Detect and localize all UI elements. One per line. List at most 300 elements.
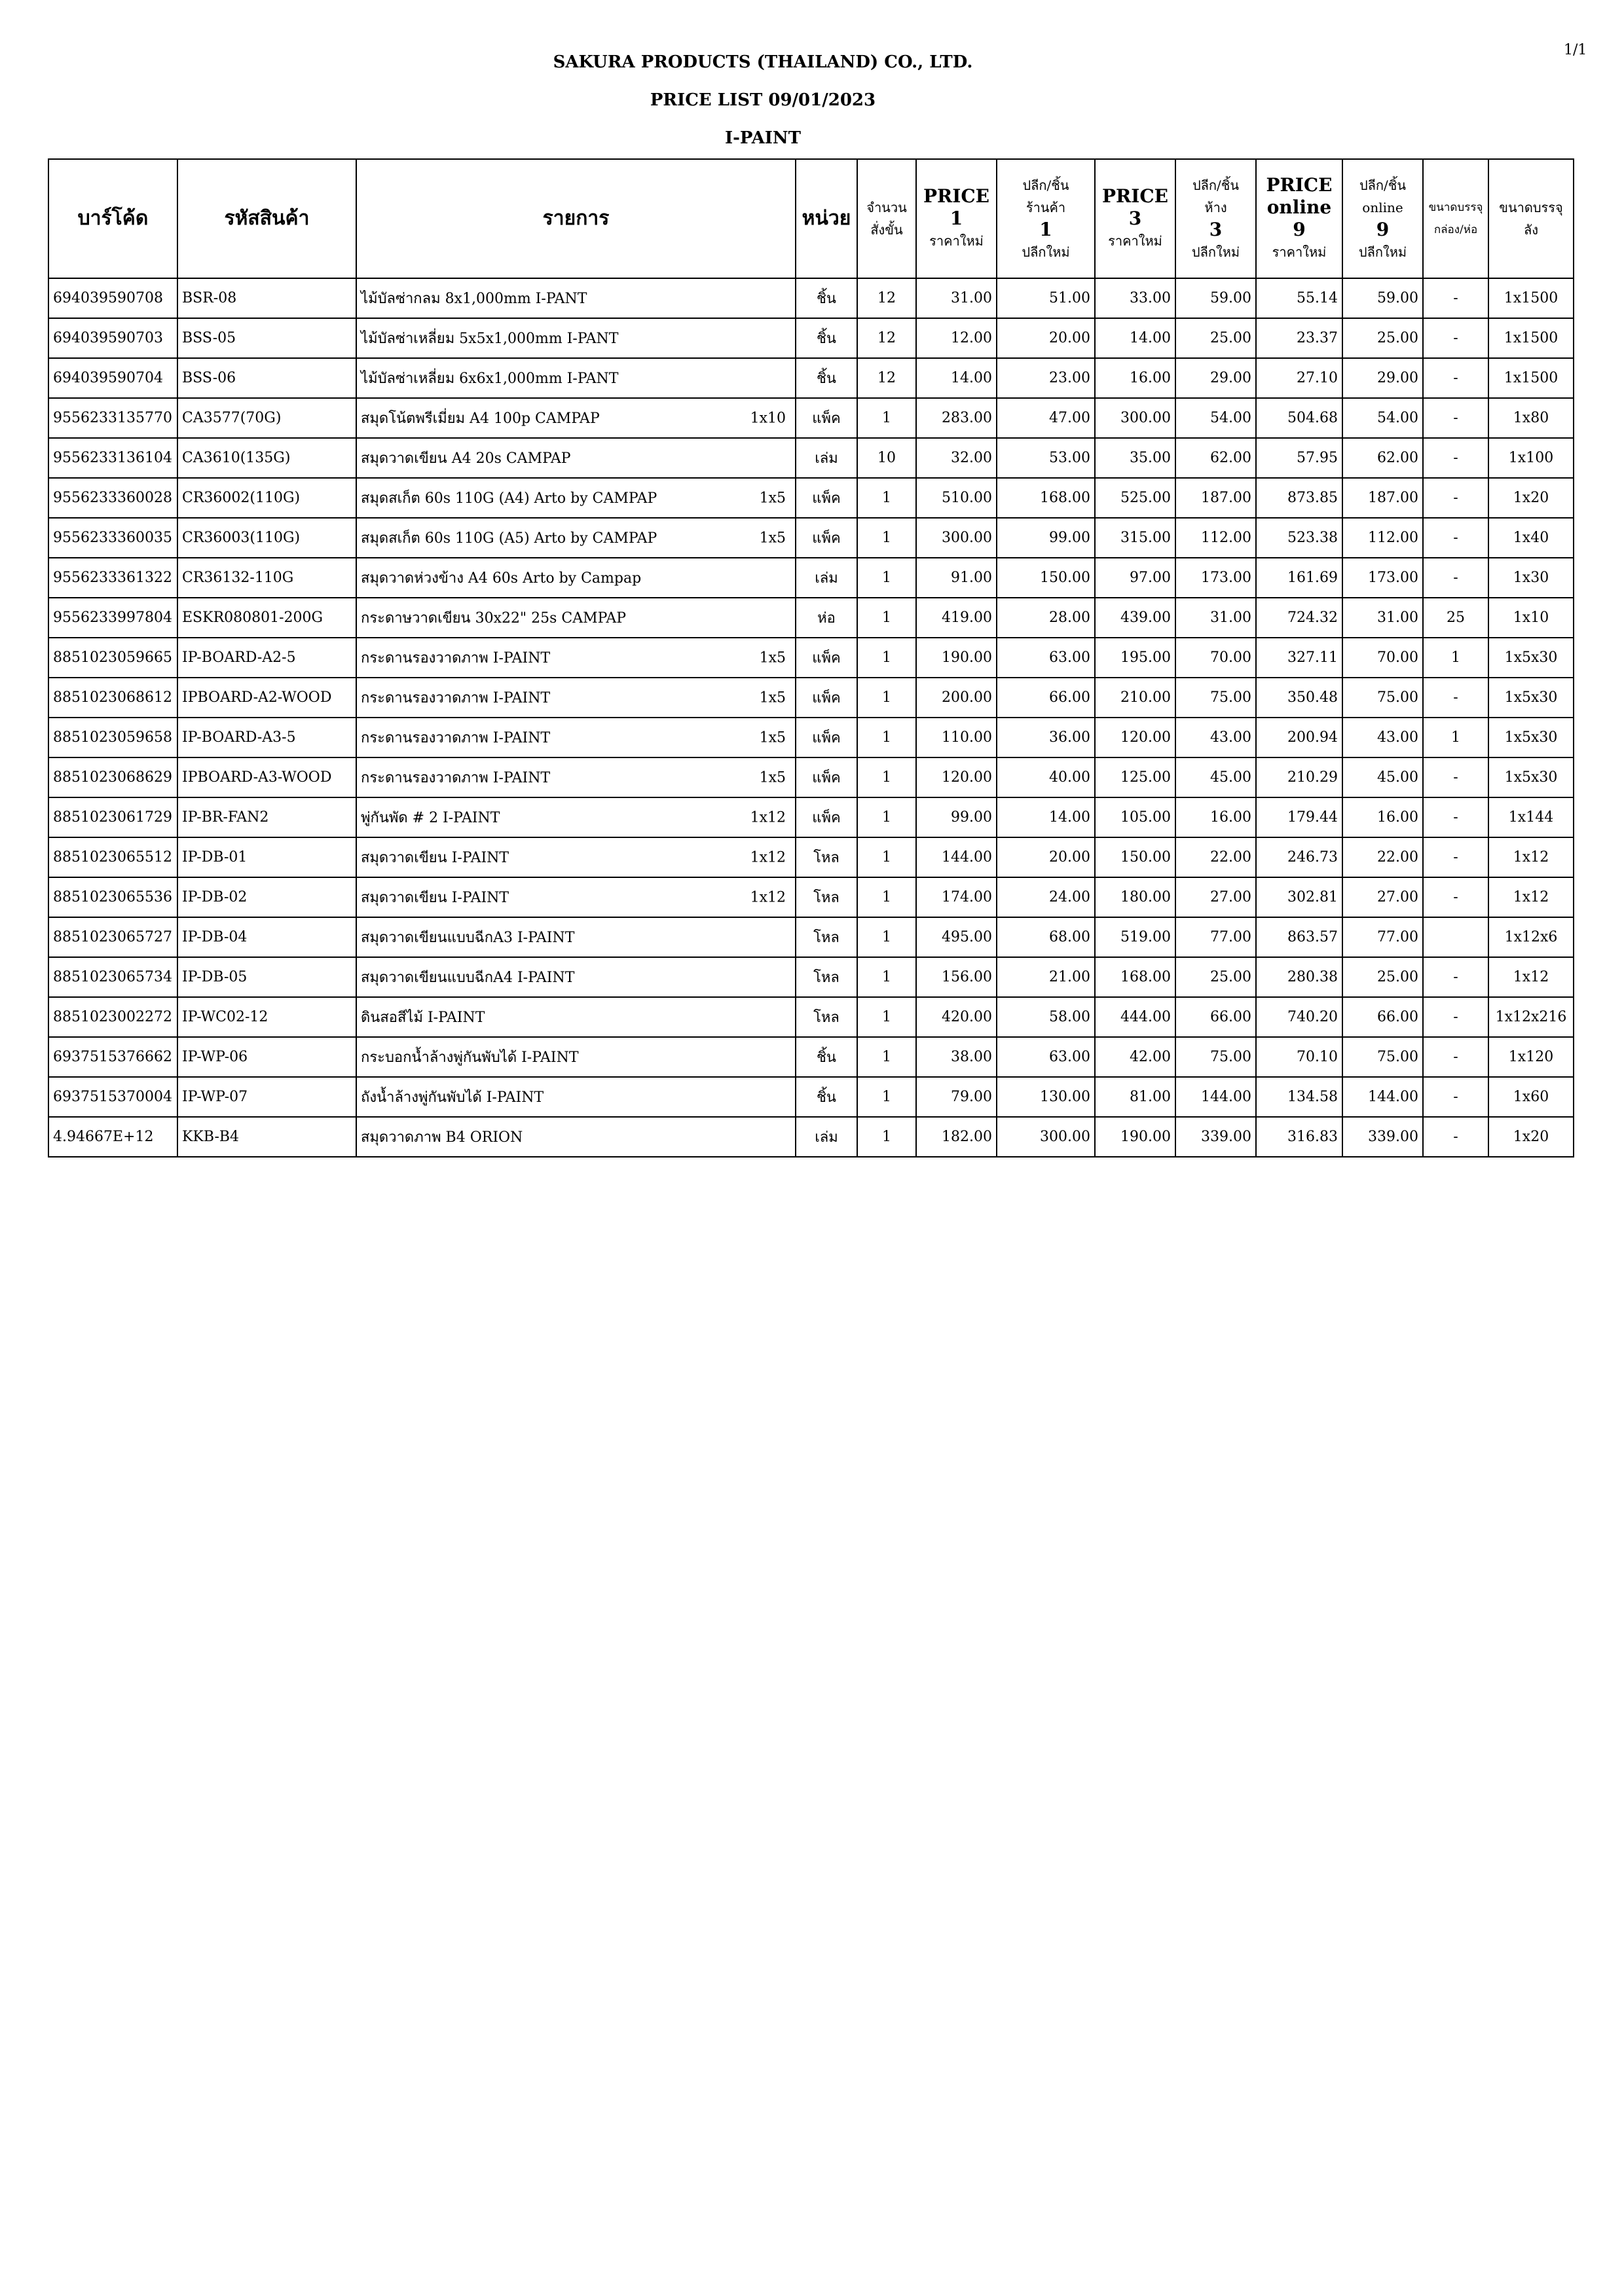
cell-barcode: 8851023061729 bbox=[48, 797, 177, 837]
cell-unit: แพ็ค bbox=[796, 398, 857, 438]
cell-price-3: 33.00 bbox=[1095, 278, 1175, 318]
cell-retail-9: 144.00 bbox=[1342, 1077, 1423, 1117]
cell-price-9: 200.94 bbox=[1256, 718, 1342, 757]
cell-retail-3: 187.00 bbox=[1175, 478, 1256, 518]
header-price-9 bbox=[1256, 159, 1342, 278]
cell-pack-case: 1x12 bbox=[1488, 837, 1574, 877]
cell-unit: ห่อ bbox=[796, 598, 857, 638]
description-text: ไม้บัลซ่าเหลี่ยม 5x5x1,000mm I-PANT bbox=[361, 331, 619, 347]
cell-description bbox=[356, 718, 796, 757]
cell-retail-1: 24.00 bbox=[997, 877, 1095, 917]
cell-unit: แพ็ค bbox=[796, 518, 857, 558]
cell-price-3: 444.00 bbox=[1095, 997, 1175, 1037]
pack-qty: 1x10 bbox=[750, 410, 786, 426]
cell-unit: โหล bbox=[796, 957, 857, 997]
cell-barcode: 8851023059658 bbox=[48, 718, 177, 757]
cell-pack-case: 1x20 bbox=[1488, 1117, 1574, 1157]
cell-min-qty: 1 bbox=[857, 757, 916, 797]
cell-pack-case: 1x100 bbox=[1488, 438, 1574, 478]
cell-unit: เล่ม bbox=[796, 1117, 857, 1157]
company-name: SAKURA PRODUCTS (THAILAND) CO., LTD. bbox=[553, 52, 973, 72]
cell-product-code: KKB-B4 bbox=[177, 1117, 356, 1157]
cell-product-code: IP-BR-FAN2 bbox=[177, 797, 356, 837]
cell-pack-case: 1x12x6 bbox=[1488, 917, 1574, 957]
table-row bbox=[48, 318, 1574, 358]
header-retail-1-l4: ปลีกใหม่ bbox=[1022, 244, 1070, 260]
cell-retail-1: 66.00 bbox=[997, 678, 1095, 718]
cell-retail-1: 23.00 bbox=[997, 358, 1095, 398]
cell-unit: เล่ม bbox=[796, 438, 857, 478]
header-barcode: บาร์โค้ด bbox=[48, 159, 177, 278]
cell-price-3: 81.00 bbox=[1095, 1077, 1175, 1117]
cell-barcode: 8851023068612 bbox=[48, 678, 177, 718]
cell-retail-3: 66.00 bbox=[1175, 997, 1256, 1037]
cell-pack-case: 1x1500 bbox=[1488, 278, 1574, 318]
header-retail-3 bbox=[1175, 159, 1256, 278]
cell-retail-1: 130.00 bbox=[997, 1077, 1095, 1117]
header-retail-1-l3: 1 bbox=[1039, 219, 1052, 240]
header-min-qty bbox=[857, 159, 916, 278]
cell-retail-3: 77.00 bbox=[1175, 917, 1256, 957]
header-pack-box-l2: กล่อง/ห่อ bbox=[1433, 223, 1478, 236]
cell-retail-3: 43.00 bbox=[1175, 718, 1256, 757]
cell-barcode: 4.94667E+12 bbox=[48, 1117, 177, 1157]
cell-barcode: 8851023065734 bbox=[48, 957, 177, 997]
cell-pack-case: 1x120 bbox=[1488, 1037, 1574, 1077]
cell-product-code: IP-DB-05 bbox=[177, 957, 356, 997]
cell-price-3: 315.00 bbox=[1095, 518, 1175, 558]
cell-description bbox=[356, 1037, 796, 1077]
cell-price-1: 12.00 bbox=[916, 318, 997, 358]
header-pack-case bbox=[1488, 159, 1574, 278]
pack-qty: 1x12 bbox=[750, 809, 786, 826]
cell-description bbox=[356, 917, 796, 957]
header-price-1-l1: PRICE bbox=[923, 185, 990, 207]
header-price-9-l1: PRICE bbox=[1266, 174, 1333, 196]
cell-retail-9: 62.00 bbox=[1342, 438, 1423, 478]
cell-pack-case: 1x12 bbox=[1488, 957, 1574, 997]
cell-pack-case: 1x5x30 bbox=[1488, 718, 1574, 757]
cell-price-9: 134.58 bbox=[1256, 1077, 1342, 1117]
cell-min-qty: 1 bbox=[857, 837, 916, 877]
cell-price-1: 190.00 bbox=[916, 638, 997, 678]
cell-retail-9: 77.00 bbox=[1342, 917, 1423, 957]
cell-product-code: CA3577(70G) bbox=[177, 398, 356, 438]
cell-min-qty: 1 bbox=[857, 718, 916, 757]
cell-retail-9: 75.00 bbox=[1342, 1037, 1423, 1077]
cell-barcode: 694039590708 bbox=[48, 278, 177, 318]
cell-pack-box: - bbox=[1423, 518, 1488, 558]
cell-unit: แพ็ค bbox=[796, 718, 857, 757]
cell-retail-3: 25.00 bbox=[1175, 318, 1256, 358]
cell-min-qty: 1 bbox=[857, 957, 916, 997]
cell-retail-9: 187.00 bbox=[1342, 478, 1423, 518]
cell-unit: แพ็ค bbox=[796, 678, 857, 718]
cell-barcode: 694039590704 bbox=[48, 358, 177, 398]
cell-pack-case: 1x10 bbox=[1488, 598, 1574, 638]
cell-price-3: 16.00 bbox=[1095, 358, 1175, 398]
cell-unit: ชิ้น bbox=[796, 318, 857, 358]
cell-retail-3: 75.00 bbox=[1175, 678, 1256, 718]
cell-product-code: IP-DB-02 bbox=[177, 877, 356, 917]
header-row bbox=[48, 159, 1574, 278]
cell-retail-9: 339.00 bbox=[1342, 1117, 1423, 1157]
cell-retail-9: 25.00 bbox=[1342, 957, 1423, 997]
cell-product-code: IP-WC02-12 bbox=[177, 997, 356, 1037]
cell-pack-box: 1 bbox=[1423, 638, 1488, 678]
cell-retail-1: 36.00 bbox=[997, 718, 1095, 757]
cell-price-9: 70.10 bbox=[1256, 1037, 1342, 1077]
cell-barcode: 8851023002272 bbox=[48, 997, 177, 1037]
pack-qty: 1x5 bbox=[759, 689, 786, 706]
cell-retail-9: 70.00 bbox=[1342, 638, 1423, 678]
cell-product-code: IPBOARD-A2-WOOD bbox=[177, 678, 356, 718]
cell-price-1: 174.00 bbox=[916, 877, 997, 917]
cell-retail-3: 54.00 bbox=[1175, 398, 1256, 438]
cell-pack-box: - bbox=[1423, 837, 1488, 877]
cell-unit: โหล bbox=[796, 997, 857, 1037]
header-min-qty-l1: จำนวน bbox=[866, 200, 907, 215]
cell-price-1: 110.00 bbox=[916, 718, 997, 757]
cell-retail-1: 20.00 bbox=[997, 837, 1095, 877]
table-row bbox=[48, 438, 1574, 478]
cell-retail-3: 75.00 bbox=[1175, 1037, 1256, 1077]
table-row bbox=[48, 757, 1574, 797]
header-retail-3-l3: 3 bbox=[1209, 219, 1223, 240]
table-row bbox=[48, 518, 1574, 558]
header-min-qty-l2: สั่งขั้น bbox=[870, 222, 903, 238]
cell-price-1: 31.00 bbox=[916, 278, 997, 318]
cell-product-code: ESKR080801-200G bbox=[177, 598, 356, 638]
cell-min-qty: 1 bbox=[857, 518, 916, 558]
header-price-1 bbox=[916, 159, 997, 278]
description-text: สมุดวาดภาพ B4 ORION bbox=[361, 1129, 523, 1146]
cell-retail-3: 31.00 bbox=[1175, 598, 1256, 638]
cell-price-1: 144.00 bbox=[916, 837, 997, 877]
cell-description bbox=[356, 757, 796, 797]
header-retail-3-l1: ปลีก/ชิ้น bbox=[1192, 177, 1240, 193]
cell-product-code: BSR-08 bbox=[177, 278, 356, 318]
cell-unit: ชิ้น bbox=[796, 1037, 857, 1077]
header-retail-1 bbox=[997, 159, 1095, 278]
cell-price-1: 14.00 bbox=[916, 358, 997, 398]
description-text: สมุดสเก็ต 60s 110G (A4) Arto by CAMPAP bbox=[361, 490, 657, 507]
description-text: ไม้บัลซ่าเหลี่ยม 6x6x1,000mm I-PANT bbox=[361, 371, 619, 387]
cell-description bbox=[356, 997, 796, 1037]
cell-product-code: CA3610(135G) bbox=[177, 438, 356, 478]
cell-price-1: 79.00 bbox=[916, 1077, 997, 1117]
cell-retail-9: 45.00 bbox=[1342, 757, 1423, 797]
cell-price-3: 14.00 bbox=[1095, 318, 1175, 358]
cell-price-9: 504.68 bbox=[1256, 398, 1342, 438]
cell-pack-box: - bbox=[1423, 438, 1488, 478]
cell-retail-9: 173.00 bbox=[1342, 558, 1423, 598]
cell-price-9: 724.32 bbox=[1256, 598, 1342, 638]
header-pack-box-l1: ขนาดบรรจุ bbox=[1428, 201, 1483, 214]
cell-price-1: 38.00 bbox=[916, 1037, 997, 1077]
cell-retail-3: 22.00 bbox=[1175, 837, 1256, 877]
cell-unit: ชิ้น bbox=[796, 278, 857, 318]
cell-barcode: 9556233361322 bbox=[48, 558, 177, 598]
cell-retail-3: 112.00 bbox=[1175, 518, 1256, 558]
cell-retail-3: 59.00 bbox=[1175, 278, 1256, 318]
cell-product-code: IPBOARD-A3-WOOD bbox=[177, 757, 356, 797]
cell-product-code: BSS-05 bbox=[177, 318, 356, 358]
cell-pack-box: - bbox=[1423, 997, 1488, 1037]
header-pack-case-l1: ขนาดบรรจุ bbox=[1499, 200, 1563, 215]
description-text: กระดานรองวาดภาพ I-PAINT bbox=[361, 770, 551, 786]
header-price-3 bbox=[1095, 159, 1175, 278]
cell-description bbox=[356, 877, 796, 917]
header-retail-9-l1: ปลีก/ชิ้น bbox=[1359, 177, 1407, 193]
cell-price-9: 873.85 bbox=[1256, 478, 1342, 518]
cell-product-code: IP-DB-04 bbox=[177, 917, 356, 957]
table-row bbox=[48, 478, 1574, 518]
cell-pack-box: - bbox=[1423, 1117, 1488, 1157]
cell-retail-1: 150.00 bbox=[997, 558, 1095, 598]
cell-description bbox=[356, 358, 796, 398]
table-row bbox=[48, 358, 1574, 398]
page-number: 1/1 bbox=[1564, 42, 1587, 58]
cell-min-qty: 12 bbox=[857, 278, 916, 318]
cell-pack-case: 1x5x30 bbox=[1488, 678, 1574, 718]
cell-product-code: CR36002(110G) bbox=[177, 478, 356, 518]
pack-qty: 1x5 bbox=[759, 530, 786, 546]
cell-retail-3: 45.00 bbox=[1175, 757, 1256, 797]
cell-retail-1: 28.00 bbox=[997, 598, 1095, 638]
pack-qty: 1x12 bbox=[750, 849, 786, 866]
cell-retail-1: 14.00 bbox=[997, 797, 1095, 837]
cell-retail-1: 99.00 bbox=[997, 518, 1095, 558]
cell-retail-3: 70.00 bbox=[1175, 638, 1256, 678]
description-text: สมุดวาดเขียน I-PAINT bbox=[361, 890, 509, 906]
cell-retail-1: 58.00 bbox=[997, 997, 1095, 1037]
cell-retail-9: 75.00 bbox=[1342, 678, 1423, 718]
cell-pack-box: - bbox=[1423, 318, 1488, 358]
cell-price-9: 161.69 bbox=[1256, 558, 1342, 598]
cell-unit: แพ็ค bbox=[796, 797, 857, 837]
cell-min-qty: 1 bbox=[857, 598, 916, 638]
cell-retail-9: 25.00 bbox=[1342, 318, 1423, 358]
cell-retail-3: 62.00 bbox=[1175, 438, 1256, 478]
cell-pack-box: - bbox=[1423, 757, 1488, 797]
cell-price-3: 439.00 bbox=[1095, 598, 1175, 638]
table-row bbox=[48, 957, 1574, 997]
price-table-body bbox=[48, 278, 1574, 1157]
cell-min-qty: 1 bbox=[857, 678, 916, 718]
cell-description bbox=[356, 558, 796, 598]
cell-price-3: 180.00 bbox=[1095, 877, 1175, 917]
cell-pack-case: 1x1500 bbox=[1488, 318, 1574, 358]
cell-description bbox=[356, 837, 796, 877]
cell-description bbox=[356, 598, 796, 638]
table-row bbox=[48, 877, 1574, 917]
cell-retail-9: 43.00 bbox=[1342, 718, 1423, 757]
cell-price-9: 327.11 bbox=[1256, 638, 1342, 678]
table-row bbox=[48, 558, 1574, 598]
cell-barcode: 8851023065512 bbox=[48, 837, 177, 877]
header-price-9-l4: ราคาใหม่ bbox=[1272, 244, 1327, 260]
cell-retail-1: 47.00 bbox=[997, 398, 1095, 438]
header-pack-case-l2: ลัง bbox=[1523, 222, 1539, 238]
pack-qty: 1x5 bbox=[759, 769, 786, 786]
cell-min-qty: 1 bbox=[857, 558, 916, 598]
header-retail-1-l1: ปลีก/ชิ้น bbox=[1022, 177, 1069, 193]
cell-description bbox=[356, 398, 796, 438]
cell-barcode: 694039590703 bbox=[48, 318, 177, 358]
cell-price-9: 302.81 bbox=[1256, 877, 1342, 917]
cell-barcode: 8851023059665 bbox=[48, 638, 177, 678]
cell-description bbox=[356, 678, 796, 718]
cell-price-9: 280.38 bbox=[1256, 957, 1342, 997]
cell-pack-box: 1 bbox=[1423, 718, 1488, 757]
cell-pack-case: 1x12x216 bbox=[1488, 997, 1574, 1037]
cell-min-qty: 1 bbox=[857, 917, 916, 957]
cell-pack-box: - bbox=[1423, 957, 1488, 997]
cell-price-3: 300.00 bbox=[1095, 398, 1175, 438]
pack-qty: 1x5 bbox=[759, 649, 786, 666]
cell-price-9: 523.38 bbox=[1256, 518, 1342, 558]
cell-price-9: 57.95 bbox=[1256, 438, 1342, 478]
table-row bbox=[48, 278, 1574, 318]
header-retail-9-l2: online bbox=[1362, 200, 1403, 215]
table-row bbox=[48, 1037, 1574, 1077]
cell-price-9: 55.14 bbox=[1256, 278, 1342, 318]
cell-unit: โหล bbox=[796, 877, 857, 917]
cell-price-3: 190.00 bbox=[1095, 1117, 1175, 1157]
table-row bbox=[48, 917, 1574, 957]
header-price-1-l2: 1 bbox=[950, 208, 963, 229]
description-text: สมุดโน้ตพรีเมี่ยม A4 100p CAMPAP bbox=[361, 410, 600, 427]
description-text: กระดาษวาดเขียน 30x22" 25s CAMPAP bbox=[361, 610, 627, 627]
cell-price-3: 120.00 bbox=[1095, 718, 1175, 757]
cell-pack-box: - bbox=[1423, 1037, 1488, 1077]
cell-barcode: 6937515370004 bbox=[48, 1077, 177, 1117]
cell-price-9: 27.10 bbox=[1256, 358, 1342, 398]
cell-price-3: 195.00 bbox=[1095, 638, 1175, 678]
description-text: สมุดวาดเขียน I-PAINT bbox=[361, 850, 509, 866]
cell-price-3: 35.00 bbox=[1095, 438, 1175, 478]
cell-product-code: CR36003(110G) bbox=[177, 518, 356, 558]
cell-price-1: 300.00 bbox=[916, 518, 997, 558]
cell-description bbox=[356, 797, 796, 837]
price-list-title: PRICE LIST 09/01/2023 bbox=[650, 90, 876, 110]
pack-qty: 1x12 bbox=[750, 889, 786, 905]
cell-retail-3: 25.00 bbox=[1175, 957, 1256, 997]
cell-barcode: 9556233136104 bbox=[48, 438, 177, 478]
cell-product-code: BSS-06 bbox=[177, 358, 356, 398]
description-text: ถังน้ำล้างพู่กันพับได้ I-PAINT bbox=[361, 1089, 544, 1106]
cell-price-1: 182.00 bbox=[916, 1117, 997, 1157]
cell-retail-9: 66.00 bbox=[1342, 997, 1423, 1037]
table-row bbox=[48, 598, 1574, 638]
cell-price-3: 105.00 bbox=[1095, 797, 1175, 837]
cell-description bbox=[356, 438, 796, 478]
header-retail-9 bbox=[1342, 159, 1423, 278]
header-retail-1-l2: ร้านค้า bbox=[1025, 200, 1066, 215]
cell-retail-9: 59.00 bbox=[1342, 278, 1423, 318]
cell-description bbox=[356, 278, 796, 318]
cell-price-1: 495.00 bbox=[916, 917, 997, 957]
cell-price-9: 350.48 bbox=[1256, 678, 1342, 718]
cell-barcode: 8851023065536 bbox=[48, 877, 177, 917]
cell-unit: โหล bbox=[796, 837, 857, 877]
header-retail-3-l4: ปลีกใหม่ bbox=[1191, 244, 1240, 260]
cell-barcode: 9556233360035 bbox=[48, 518, 177, 558]
cell-description bbox=[356, 478, 796, 518]
cell-pack-box: - bbox=[1423, 278, 1488, 318]
table-row bbox=[48, 1077, 1574, 1117]
description-text: กระดานรองวาดภาพ I-PAINT bbox=[361, 690, 551, 706]
cell-unit: ชิ้น bbox=[796, 358, 857, 398]
price-table bbox=[48, 158, 1574, 1157]
cell-price-1: 91.00 bbox=[916, 558, 997, 598]
pack-qty: 1x5 bbox=[759, 729, 786, 746]
cell-description bbox=[356, 1077, 796, 1117]
cell-price-9: 23.37 bbox=[1256, 318, 1342, 358]
description-text: กระดานรองวาดภาพ I-PAINT bbox=[361, 650, 551, 666]
cell-price-9: 179.44 bbox=[1256, 797, 1342, 837]
cell-retail-1: 21.00 bbox=[997, 957, 1095, 997]
cell-pack-case: 1x80 bbox=[1488, 398, 1574, 438]
cell-min-qty: 10 bbox=[857, 438, 916, 478]
cell-pack-case: 1x5x30 bbox=[1488, 757, 1574, 797]
cell-retail-1: 300.00 bbox=[997, 1117, 1095, 1157]
cell-pack-case: 1x144 bbox=[1488, 797, 1574, 837]
cell-barcode: 8851023068629 bbox=[48, 757, 177, 797]
header-price-9-l2: online bbox=[1266, 196, 1332, 218]
header-retail-9-l4: ปลีกใหม่ bbox=[1358, 244, 1407, 260]
cell-price-1: 156.00 bbox=[916, 957, 997, 997]
description-text: กระดานรองวาดภาพ I-PAINT bbox=[361, 730, 551, 746]
cell-pack-box: - bbox=[1423, 398, 1488, 438]
header-retail-9-l3: 9 bbox=[1376, 219, 1390, 240]
header-price-1-l3: ราคาใหม่ bbox=[929, 233, 984, 249]
header-price-3-l2: 3 bbox=[1128, 208, 1142, 229]
cell-retail-3: 144.00 bbox=[1175, 1077, 1256, 1117]
cell-retail-1: 40.00 bbox=[997, 757, 1095, 797]
cell-retail-9: 54.00 bbox=[1342, 398, 1423, 438]
table-row bbox=[48, 398, 1574, 438]
cell-retail-9: 16.00 bbox=[1342, 797, 1423, 837]
cell-retail-9: 22.00 bbox=[1342, 837, 1423, 877]
header-retail-3-l2: ห้าง bbox=[1204, 200, 1227, 215]
cell-price-9: 740.20 bbox=[1256, 997, 1342, 1037]
cell-unit: แพ็ค bbox=[796, 757, 857, 797]
table-row bbox=[48, 678, 1574, 718]
header-item: รายการ bbox=[356, 159, 796, 278]
cell-barcode: 9556233135770 bbox=[48, 398, 177, 438]
cell-min-qty: 1 bbox=[857, 398, 916, 438]
brand-title: I-PAINT bbox=[724, 128, 802, 148]
header-price-3-l1: PRICE bbox=[1101, 185, 1169, 207]
cell-min-qty: 1 bbox=[857, 797, 916, 837]
cell-pack-box: - bbox=[1423, 797, 1488, 837]
cell-price-1: 510.00 bbox=[916, 478, 997, 518]
cell-price-3: 519.00 bbox=[1095, 917, 1175, 957]
cell-retail-3: 16.00 bbox=[1175, 797, 1256, 837]
cell-retail-1: 51.00 bbox=[997, 278, 1095, 318]
table-row bbox=[48, 997, 1574, 1037]
cell-product-code: IP-WP-06 bbox=[177, 1037, 356, 1077]
table-row bbox=[48, 718, 1574, 757]
description-text: พู่กันพัด # 2 I-PAINT bbox=[361, 810, 500, 826]
cell-description bbox=[356, 518, 796, 558]
table-row bbox=[48, 837, 1574, 877]
cell-min-qty: 12 bbox=[857, 318, 916, 358]
cell-price-1: 283.00 bbox=[916, 398, 997, 438]
cell-price-1: 200.00 bbox=[916, 678, 997, 718]
